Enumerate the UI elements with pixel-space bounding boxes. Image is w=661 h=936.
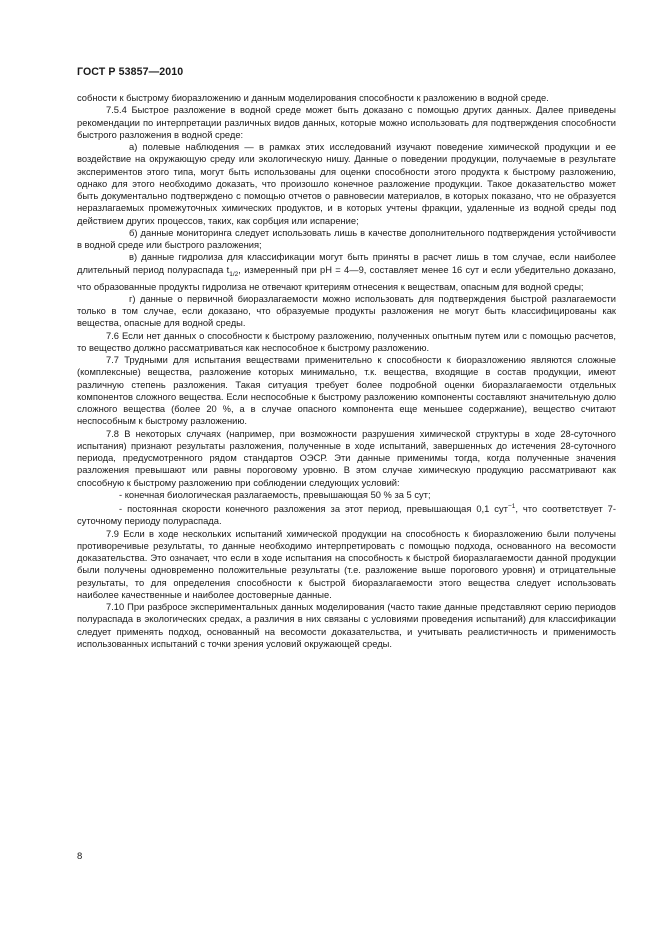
clause-7-10: 7.10 При разбросе экспериментальных данных моделирования (часто такие данные представляют серию периодов полураспада в экологических средах, а различия в них связаны с условиями проведения испытаний) для классификации следует применять подход, основанный на весомости доказательства, и учитывать реалистичность и применимость использованных испытаний с точки зрения условий окружающей среды. — [77, 602, 616, 649]
standard-header: ГОСТ Р 53857—2010 — [77, 66, 184, 78]
page-number: 8 — [77, 851, 83, 862]
condition-dash-1: - конечная биологическая разлагаемость, превышающая 50 % за 5 сут; — [119, 489, 431, 500]
condition-dash-2-after: , что соответствует 7-суточному периоду полураспада. — [77, 504, 616, 527]
item-v-hydrolysis — [77, 251, 616, 293]
clause-7-9: 7.9 Если в ходе нескольких испытаний химической продукции на способность к биоразложению были получены противоречивые результаты, то данные необходимо интерпретировать с помощью подхода, основанного на весомости доказательства. Это означает, что если в ходе испытания на способность к быстрой биоразлагаемости данной продукции были получены одновременно положительные результаты (т.е. разложение выше порогового уровня) и отрицательные результаты, то для определения способности к быстрой биоразлагаемости этого вещества следует использовать наиболее качественные и наиболее достоверные данные. — [77, 528, 616, 600]
item-v-text-after: , измеренный при pH = 4—9, составляет менее 16 сут и если убедительно доказано, что образованные продукты гидролиза не отвечают критериям отнесения к веществам, опасным для водной среды; — [77, 264, 617, 292]
document-body — [77, 92, 616, 650]
clause-7-8: 7.8 В некоторых случаях (например, при возможности разрушения химической структуры в ходе 28-суточного испытания) признают результаты разложения, полученные в ходе испытаний, завершенных до истечения 28-суточного периода, предусмотренного рядом стандартов ОЭСР. Эти данные применимы тогда, когда полученные значения разложения превышают или равны пороговому уровню. В этом случае химическую продукцию рассматривают как способную к быстрому разложению при соблюдении следующих условий: — [77, 428, 616, 488]
clause-7-5-4: 7.5.4 Быстрое разложение в водной среде может быть доказано с помощью других данных. Далее приведены рекомендации по интерпретации различных видов данных, которые можно использовать для подтверждения способности быстрого разложения в водной среде: — [77, 105, 616, 140]
item-b-monitoring: б) данные мониторинга следует использовать лишь в качестве дополнительного подтверждения устойчивости в водной среде или быстрого разложения; — [77, 227, 616, 250]
paragraph-continuation: собности к быстрому биоразложению и данным моделирования способности к разложению в водной среде. — [77, 93, 549, 103]
item-v-text-before: в) данные гидролиза для классификации могут быть приняты в расчет лишь в том случае, если наиболее длительный период полураспада t — [77, 252, 616, 275]
condition-dash-2-before: - постоянная скорости конечного разложения за этот период, превышающая 0,1 сут — [119, 504, 508, 515]
condition-dash-2 — [77, 501, 616, 528]
item-a-field-observations: а) полевые наблюдения — в рамках этих исследований изучают поведение химической продукции и ее воздействие на окружающую среду или экологическую нишу. Данные о поведении продукции, получаемые в результате экспериментов этого типа, могут быть использованы для оценки способности этого продукта к быстрому разложению, однако для этого необходимо доказать, что произошло конечное разложение продукции. Такое доказательство может быть документально подтверждено с помощью отчетов о равновесии материалов, в которых показано, что не образуется неразлагаемых промежуточных химических продуктов, и в которых учтены фракции, удаленные из водной среды под действием других процессов, таких, как сорбция или испарение; — [77, 142, 616, 226]
rate-superscript: −1 — [507, 503, 516, 511]
item-g-primary-biodegradability: г) данные о первичной биоразлагаемости можно использовать для подтверждения быстрой разлагаемости только в том случае, если доказано, что образуемые продукты разложения не могут быть классифицированы как вещества, опасные для водной среды. — [77, 293, 616, 329]
half-life-subscript: 1/2 — [229, 270, 239, 278]
clause-7-6: 7.6 Если нет данных о способности к быстрому разложению, полученных опытным путем или с помощью расчетов, то вещество должно рассматриваться как неспособное к быстрому разложению. — [77, 330, 616, 353]
clause-7-7: 7.7 Трудными для испытания веществами применительно к способности к биоразложению являются сложные (комплексные) вещества, разложение которых минимально, т.к. вещества, входящие в состав продукции, имеют различную степень разложения. Такая ситуация требует более подробной оценки биоразлагаемости отдельных компонентов сложного вещества. Если неспособные к быстрому разложению компоненты составляют значительную долю сложного вещества (более 20 %, а в случае опасного компонента еще меньшее содержание), вещество считают неспособным к быстрому разложению. — [77, 355, 616, 427]
